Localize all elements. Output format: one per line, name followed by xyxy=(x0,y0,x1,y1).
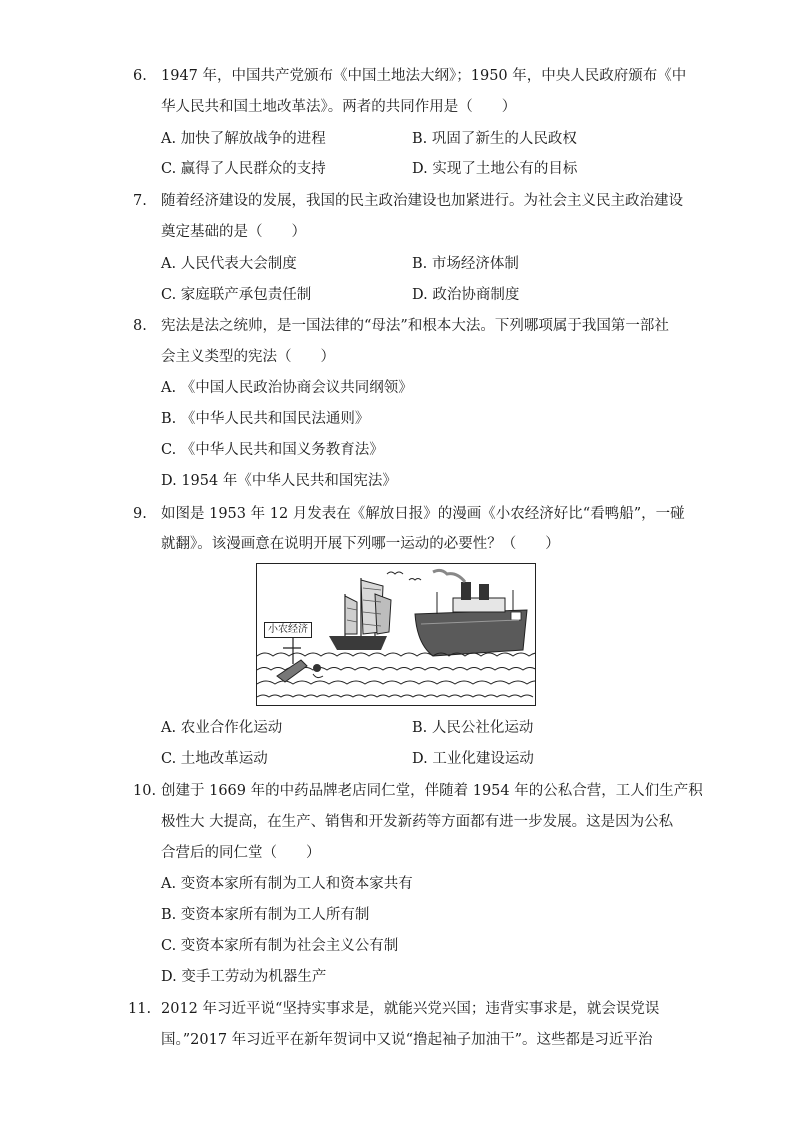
option-c[interactable]: C. 家庭联产承包责任制 xyxy=(161,287,312,303)
option-b[interactable]: B. 变资本家所有制为工人所有制 xyxy=(161,907,370,923)
question-stem-line: 会主义类型的宪法（ ） xyxy=(161,349,335,365)
capsized-boat xyxy=(277,638,323,682)
question-stem-line: 国。”2017 年习近平在新年贺词中又说“撸起袖子加油干”。这些都是习近平治 xyxy=(161,1032,653,1048)
option-c[interactable]: C. 变资本家所有制为社会主义公有制 xyxy=(161,938,399,954)
option-c[interactable]: C. 《中华人民共和国义务教育法》 xyxy=(161,442,384,458)
question-number: 10. xyxy=(133,783,157,799)
option-b[interactable]: B. 巩固了新生的人民政权 xyxy=(412,131,577,147)
option-d[interactable]: D. 工业化建设运动 xyxy=(412,751,534,767)
question-stem-line: 极性大 大提高，在生产、销售和开发新药等方面都有进一步发展。这是因为公私 xyxy=(161,814,674,830)
option-a[interactable]: A. 加快了解放战争的进程 xyxy=(161,131,326,147)
option-b[interactable]: B. 人民公社化运动 xyxy=(412,720,534,736)
question-stem-line: 随着经济建设的发展，我国的民主政治建设也加紧进行。为社会主义民主政治建设 xyxy=(161,193,683,209)
question-number: 11. xyxy=(128,1001,152,1017)
question-stem-line: 如图是 1953 年 12 月发表在《解放日报》的漫画《小农经济好比“看鸭船”，一碰 xyxy=(161,506,685,522)
option-c[interactable]: C. 土地改革运动 xyxy=(161,751,268,767)
question-number: 6. xyxy=(133,68,147,84)
question-stem-line: 奠定基础的是（ ） xyxy=(161,224,306,240)
waves xyxy=(257,653,535,697)
option-d[interactable]: D. 实现了土地公有的目标 xyxy=(412,161,578,177)
option-c[interactable]: C. 赢得了人民群众的支持 xyxy=(161,161,326,177)
cartoon-label: 小农经济 xyxy=(264,622,312,638)
option-d[interactable]: D. 政治协商制度 xyxy=(412,287,520,303)
question-stem-line: 就翻》。该漫画意在说明开展下列哪一运动的必要性？（ ） xyxy=(161,536,560,552)
steamship xyxy=(415,570,527,656)
option-a[interactable]: A. 变资本家所有制为工人和资本家共有 xyxy=(161,876,413,892)
question-stem-line: 合营后的同仁堂（ ） xyxy=(161,845,321,861)
question-number: 9. xyxy=(133,506,147,522)
option-a[interactable]: A. 《中国人民政治协商会议共同纲领》 xyxy=(161,380,413,396)
option-a[interactable]: A. 农业合作化运动 xyxy=(161,720,283,736)
question-stem-line: 1947 年，中国共产党颁布《中国土地法大纲》；1950 年，中央人民政府颁布《中 xyxy=(161,68,687,84)
question-stem-line: 宪法是法之统帅，是一国法律的“母法”和根本大法。下列哪项属于我国第一部社 xyxy=(161,318,669,334)
option-d[interactable]: D. 变手工劳动为机器生产 xyxy=(161,969,327,985)
option-d[interactable]: D. 1954 年《中华人民共和国宪法》 xyxy=(161,473,397,489)
option-b[interactable]: B. 市场经济体制 xyxy=(412,256,519,272)
option-b[interactable]: B. 《中华人民共和国民法通则》 xyxy=(161,411,370,427)
cartoon-figure xyxy=(256,563,536,706)
question-stem-line: 创建于 1669 年的中药品牌老店同仁堂，伴随着 1954 年的公私合营，工人们生产积 xyxy=(161,783,703,799)
question-number: 8. xyxy=(133,318,147,334)
option-a[interactable]: A. 人民代表大会制度 xyxy=(161,256,297,272)
question-stem-line: 2012 年习近平说“坚持实事求是，就能兴党兴国；违背实事求是，就会误党误 xyxy=(161,1001,660,1017)
junk-boat xyxy=(329,578,391,650)
question-stem-line: 华人民共和国土地改革法》。两者的共同作用是（ ） xyxy=(161,99,517,115)
question-number: 7. xyxy=(133,193,147,209)
